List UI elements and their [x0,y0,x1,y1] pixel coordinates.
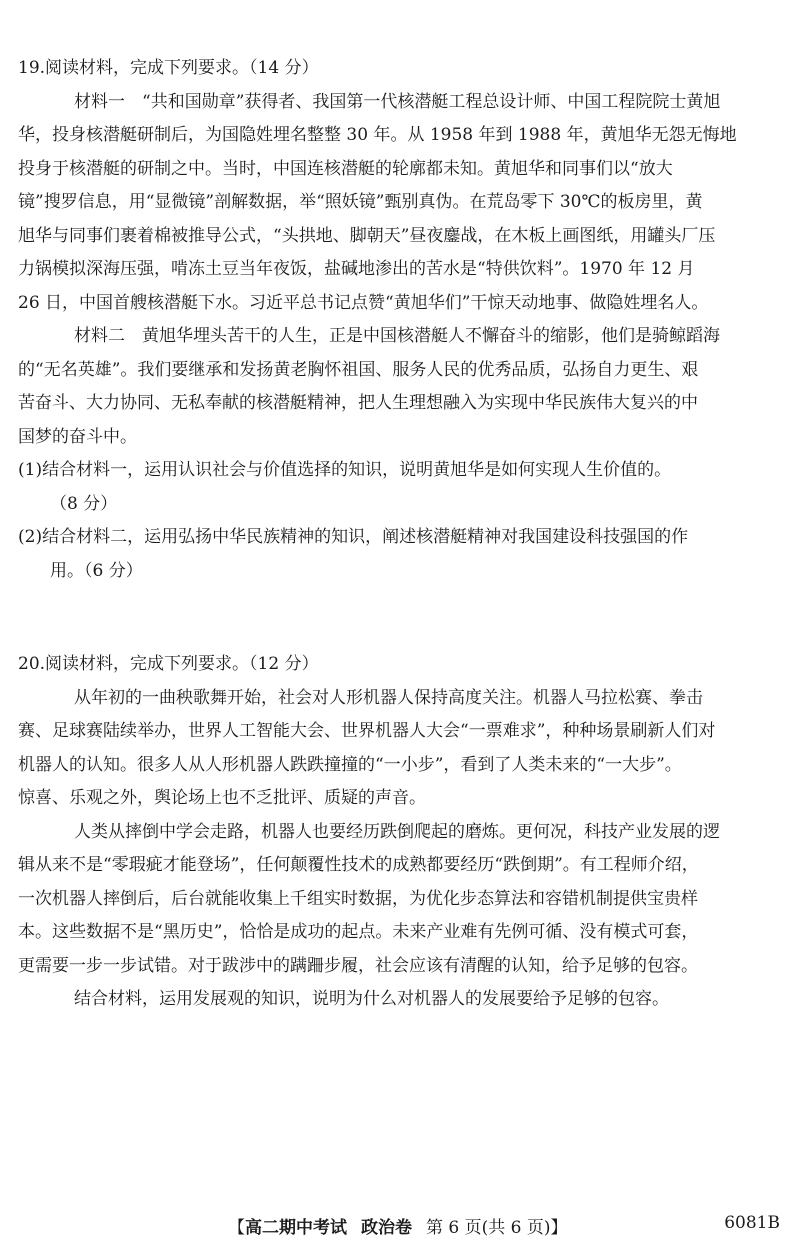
material-1-line: 华，投身核潜艇研制后，为国隐姓埋名整整 30 年。从 1958 年到 1988 年，黄旭华无怨无悔地 [18,125,737,145]
paragraph-2-line: 辑从来不是“零瑕疵才能登场”，任何颠覆性技术的成熟都要经历“跌倒期”。有工程师介绍， [18,855,699,875]
material-2-line: 苦奋斗、大力协同、无私奉献的核潜艇精神，把人生理想融入为实现中华民族伟大复兴的中 [18,393,698,413]
footer-exam-name: 高二期中考试 [245,1218,347,1238]
footer-page-number: 第 6 页(共 6 页) [426,1218,551,1238]
footer-bracket-close: 】 [550,1218,568,1238]
sub-question-2: (2)结合材料二，运用弘扬中华民族精神的知识，阐述核潜艇精神对我国建设科技强国的作 [18,527,689,547]
material-1-line: 旭华与同事们裹着棉被推导公式，“头拱地、脚朝天”昼夜鏖战，在木板上画图纸，用罐头厂压 [18,225,716,246]
footer-bracket-open: 【 [228,1218,245,1238]
footer-subject: 政治卷 [361,1218,412,1238]
question-20-task: 结合材料，运用发展观的知识，说明为什么对机器人的发展要给予足够的包容。 [74,989,669,1009]
sub-question-1-score: （8 分） [50,493,118,514]
question-19 [18,52,782,588]
paragraph-2-line: 本。这些数据不是“黑历史”，恰恰是成功的起点。未来产业难有先例可循、没有模式可套， [18,922,699,942]
paragraph-1-line: 赛、足球赛陆续举办，世界人工智能大会、世界机器人大会“一票难求”，种种场景刷新人们对 [18,721,716,741]
material-2-line: 材料二 黄旭华埋头苦干的人生，正是中国核潜艇人不懈奋斗的缩影，他们是骑鲸蹈海 [74,326,720,346]
paragraph-2-line: 人类从摔倒中学会走路，机器人也要经历跌倒爬起的磨炼。更何况，科技产业发展的逻 [74,821,720,842]
paragraph-2-line: 更需要一步一步试错。对于跋涉中的蹒跚步履，社会应该有清醒的认知，给予足够的包容。 [18,955,698,976]
page-footer [0,1208,800,1244]
question-20-header: 20.阅读材料，完成下列要求。（12 分） [18,654,319,674]
sub-question-1: (1)结合材料一，运用认识社会与价值选择的知识，说明黄旭华是如何实现人生价值的。 [18,460,672,480]
paragraph-1-line: 机器人的认知。很多人从人形机器人跌跌撞撞的“一小步”，看到了人类未来的“一大步”。 [18,754,682,775]
material-2-line: 国梦的奋斗中。 [18,426,137,447]
material-1-line: 材料一 “共和国勋章”获得者、我国第一代核潜艇工程总设计师、中国工程院院士黄旭 [74,91,721,112]
paragraph-2-line: 一次机器人摔倒后，后台就能收集上千组实时数据，为优化步态算法和容错机制提供宝贵样 [18,888,698,909]
footer-paper-code: 6081B [724,1213,780,1233]
sub-question-2-cont: 用。（6 分） [50,560,143,581]
material-2-line: 的“无名英雄”。我们要继承和发扬黄老胸怀祖国、服务人民的优秀品质，弘扬自力更生、艰 [18,359,699,380]
material-1-line: 力锅模拟深海压强，啃冻土豆当年夜饭，盐碱地渗出的苦水是“特供饮料”。1970 年 12 月 [18,259,695,279]
question-20 [18,648,782,1017]
footer-info [228,1213,568,1238]
material-1-line: 镜”搜罗信息，用“显微镜”剖解数据，举“照妖镜”甄别真伪。在荒岛零下 30℃的板房里，黄 [18,192,703,212]
material-1-line: 投身于核潜艇的研制之中。当时，中国连核潜艇的轮廓都未知。黄旭华和同事们以“放大 [18,158,673,179]
material-1-line: 26 日，中国首艘核潜艇下水。习近平总书记点赞“黄旭华们”干惊天动地事、做隐姓埋名人。 [18,292,709,313]
question-19-header: 19.阅读材料，完成下列要求。（14 分） [18,58,319,78]
paragraph-1-line: 从年初的一曲秧歌舞开始，社会对人形机器人保持高度关注。机器人马拉松赛、拳击 [74,687,703,708]
paragraph-1-line: 惊喜、乐观之外，舆论场上也不乏批评、质疑的声音。 [18,788,426,808]
